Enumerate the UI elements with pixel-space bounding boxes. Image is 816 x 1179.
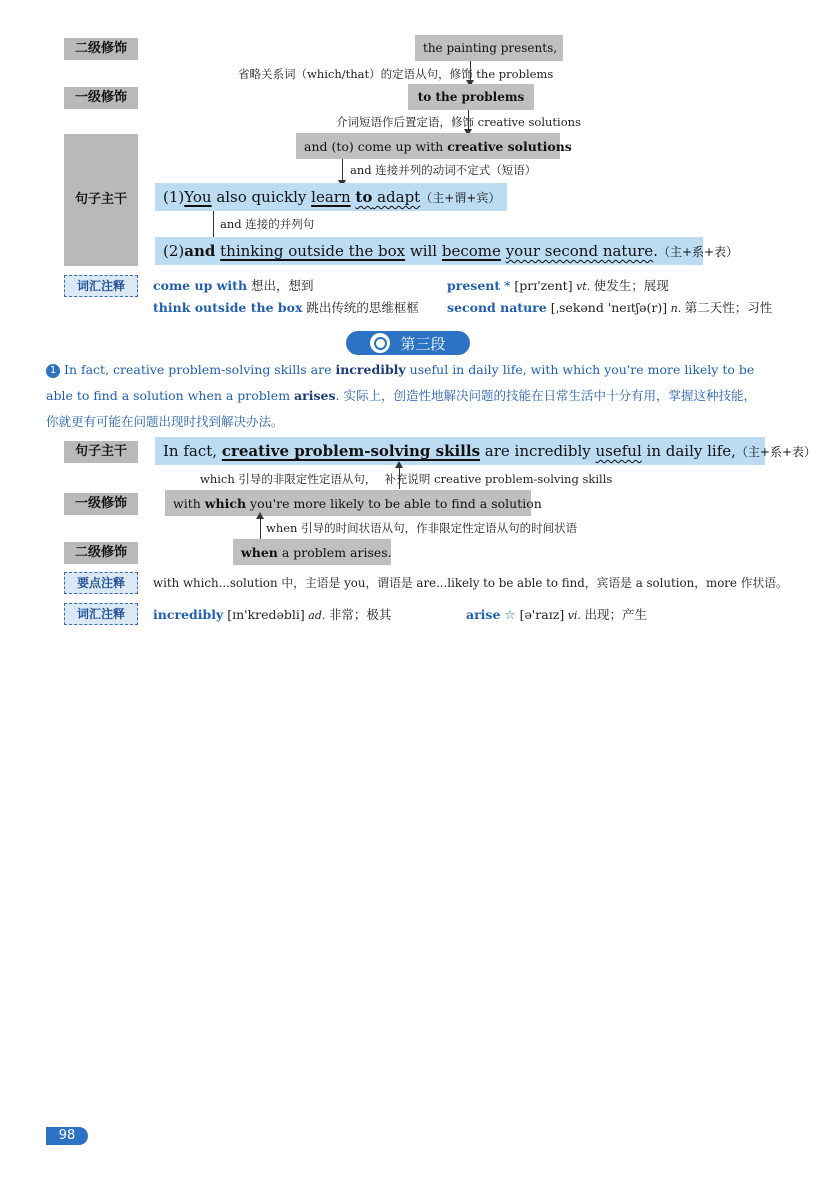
main-modifier-box — [296, 133, 572, 159]
tag-vocabulary: 词汇注释 — [64, 603, 138, 625]
s1-verb: learn — [311, 188, 351, 206]
vocab-def: 跳出传统的思维框框 — [302, 300, 419, 315]
which-note-b: 补充说明 creative problem-solving skills — [384, 472, 613, 486]
arrow-down — [342, 159, 343, 181]
vocab-term: second nature — [447, 300, 547, 315]
vocab-def: 想出，想到 — [247, 278, 314, 293]
vocab-present — [447, 276, 669, 294]
vocab-pos: ad. — [304, 609, 329, 622]
arrow-up — [260, 518, 261, 540]
m-are: are incredibly — [480, 442, 596, 460]
when-note: when 引导的时间状语从句，作非限定性定语从句的时间状语 — [266, 521, 578, 535]
level1-modifier-box — [408, 84, 534, 110]
vocab-come-up-with — [153, 276, 314, 294]
s2-end: . — [653, 242, 658, 260]
s1-analysis: （主+谓+宾） — [420, 190, 501, 205]
vocab-term: think outside the box — [153, 300, 303, 315]
s1-to: to — [355, 188, 373, 206]
m-subject: creative problem-solving skills — [221, 442, 481, 460]
vocab-think-outside-the-box — [153, 298, 419, 316]
s1-mid: also quickly — [211, 188, 312, 206]
para-part: useful in daily life, with which you're more likely to be able to find a solution when a problem — [46, 362, 755, 403]
vocab-phonetic: [prɪ'zent] — [514, 278, 573, 293]
m-rest: in daily life, — [641, 442, 736, 460]
vocab-term: present — [447, 278, 501, 293]
vocab-def: 出现；产生 — [584, 607, 647, 622]
level2-modifier-text: the painting presents, — [423, 41, 558, 55]
s2-and: and — [184, 242, 216, 260]
s1-prefix: (1) — [163, 188, 185, 206]
s2-prefix: (2) — [163, 242, 185, 260]
vocab-def: 使发生；展现 — [593, 278, 669, 293]
main-sentence-2 — [155, 237, 739, 265]
l2-bold: when — [241, 544, 278, 560]
coordination-note: and 连接的并列句 — [220, 217, 315, 231]
tag-level2-modifier: 二级修饰 — [64, 38, 138, 60]
level2-modifier-box — [415, 35, 563, 61]
s1-subject: You — [184, 188, 212, 206]
l1-bold: which — [204, 495, 247, 511]
s1-object: adapt — [372, 188, 421, 206]
tag-key-point: 要点注释 — [64, 572, 138, 594]
magnifier-icon — [370, 333, 390, 353]
paragraph-text — [46, 357, 766, 435]
para-keyword: arises — [294, 388, 336, 403]
vocab-term: come up with — [153, 278, 248, 293]
l2-post: a problem arises. — [277, 544, 392, 560]
which-note — [200, 471, 612, 487]
s2-verb: become — [441, 242, 501, 260]
level2-note: 省略关系词（which/that）的定语从句，修饰 the problems — [238, 67, 554, 81]
tag-level2-modifier: 二级修饰 — [64, 542, 138, 564]
vocab-def: 第二天性；习性 — [684, 300, 773, 315]
vocab-arise — [466, 605, 647, 623]
level2-modifier-box — [233, 539, 391, 565]
tag-level1-modifier: 一级修饰 — [64, 87, 138, 109]
vocab-pos: vt. — [572, 280, 594, 293]
main-modifier-bold: creative solutions — [447, 138, 572, 154]
section-header — [346, 331, 470, 355]
vocab-def: 非常；极其 — [328, 607, 392, 622]
vocab-term: arise — [466, 607, 501, 622]
vocab-phonetic: [ɪn'kredəbli] — [223, 607, 305, 622]
tag-level1-modifier: 一级修饰 — [64, 493, 138, 515]
vocab-incredibly — [153, 605, 391, 623]
connector-line — [213, 211, 214, 238]
l1-post: you're more likely to be able to find a solution — [246, 495, 542, 511]
para-keyword: incredibly — [335, 362, 406, 377]
l1-pre: with — [173, 495, 205, 511]
para-part: In fact, creative problem-solving skills are — [64, 362, 336, 377]
m-predicative: useful — [595, 442, 642, 460]
s2-subject: thinking outside the box — [220, 242, 406, 260]
main-modifier-text: and (to) come up with — [304, 138, 448, 154]
vocab-term: incredibly — [153, 607, 224, 622]
m-analysis: （主+系+表） — [735, 444, 816, 459]
main-sentence — [155, 437, 816, 465]
s2-will: will — [405, 242, 442, 260]
vocab-pos: vi. — [564, 609, 585, 622]
s2-predicative: your second nature — [505, 242, 654, 260]
section-title: 第三段 — [400, 334, 446, 353]
tag-vocabulary: 词汇注释 — [64, 275, 138, 297]
page-number: 98 — [46, 1127, 88, 1145]
level1-modifier-box — [165, 490, 542, 516]
para-translation: . 实际上，创造性地解决问题的技能在日常生活中十分有用，掌握这种技能，你就更有可能在问题出现时找到解决办法。 — [46, 388, 756, 429]
level1-note: 介词短语作后置定语，修饰 creative solutions — [336, 115, 581, 129]
main-sentence-1 — [155, 183, 507, 211]
tag-sentence-main: 句子主干 — [64, 134, 138, 266]
m-in-fact: In fact, — [163, 442, 222, 460]
vocab-phonetic: [ˌsekənd 'neɪtʃə(r)] — [546, 300, 668, 315]
key-point-text: with which...solution 中，主语是 you，谓语是 are...likely to be able to find，宾语是 a solution，more 作状语。 — [153, 576, 788, 590]
paragraph-number: 1 — [46, 364, 60, 378]
vocab-second-nature — [447, 298, 772, 316]
main-modifier-note: and 连接并列的动词不定式（短语） — [350, 163, 537, 177]
s2-analysis: （主+系+表） — [657, 244, 739, 259]
vocab-star: ☆ — [500, 607, 520, 622]
level1-modifier-text: to the problems — [417, 90, 525, 104]
vocab-star: * — [500, 278, 515, 293]
which-note-a: which 引导的非限定性定语从句， — [200, 472, 377, 486]
tag-sentence-main: 句子主干 — [64, 441, 138, 463]
vocab-pos: n. — [667, 302, 685, 315]
vocab-phonetic: [ə'raɪz] — [519, 607, 565, 622]
